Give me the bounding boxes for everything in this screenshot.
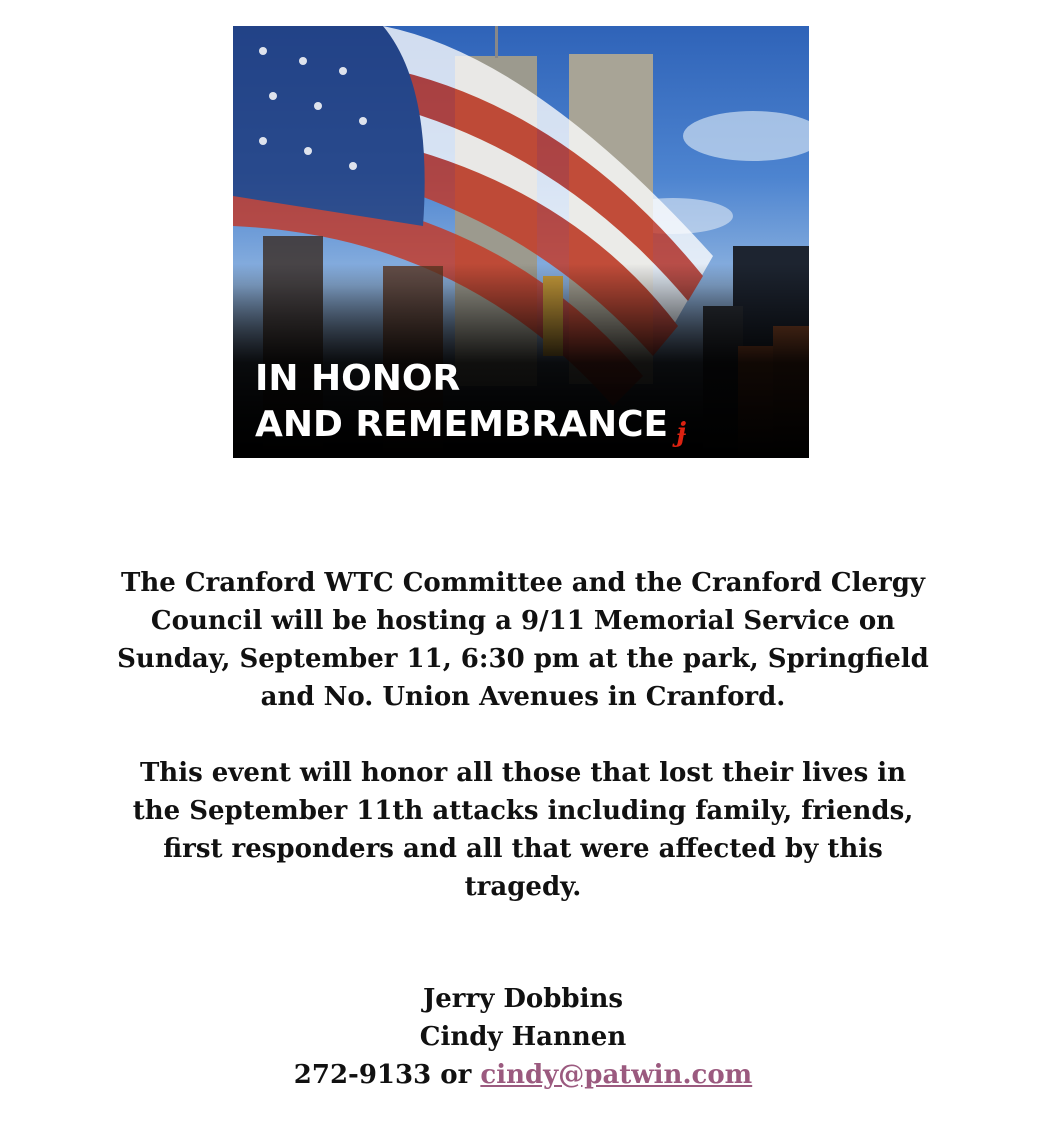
artist-logo-icon: ɉ [676,418,687,448]
text-line: Sunday, September 11, 6:30 pm at the park, Springfield [117,644,929,674]
announcement-paragraph-2 [0,754,1046,906]
banner-caption [255,356,668,448]
text-line: The Cranford WTC Committee and the Cranford Clergy [120,568,925,598]
memorial-banner-image [233,26,809,458]
banner-caption-line-2: AND REMEMBRANCE [255,404,669,445]
banner-caption-line-1: IN HONOR [255,358,461,399]
text-line: This event will honor all those that lost their lives in [139,758,907,788]
announcement-paragraph-1 [0,564,1046,716]
text-line: Council will be hosting a 9/11 Memorial Service on [150,606,896,636]
text-line: the September 11th attacks including family, friends, [132,796,914,826]
contact-block [0,980,1046,1094]
text-line: tragedy. [464,872,582,902]
contact-name: Jerry Dobbins [422,984,624,1014]
email-link[interactable]: cindy@patwin.com [480,1060,753,1090]
contact-phone-line [0,1056,1046,1094]
text-line: and No. Union Avenues in Cranford. [260,682,786,712]
text-line: first responders and all that were affected by this [163,834,883,864]
contact-phone: 272-9133 or [293,1060,481,1090]
contact-name: Cindy Hannen [419,1022,627,1052]
